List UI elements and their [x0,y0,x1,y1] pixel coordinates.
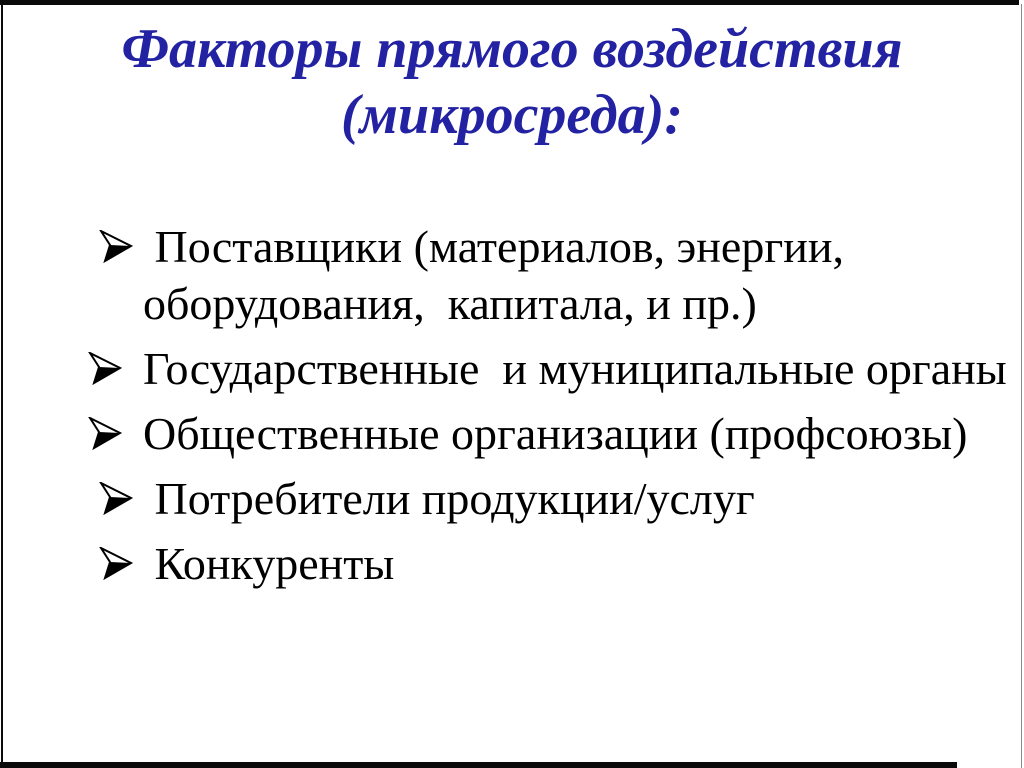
list-item-text: Потребители продукции/услуг [143,473,755,524]
arrowhead-bullet-icon [88,405,143,450]
arrowhead-bullet-icon [88,218,143,263]
arrowhead-bullet-icon [88,535,143,580]
slide-border-right [1021,4,1022,768]
slide-border-bottom [0,762,957,768]
list-item [88,405,1010,462]
arrowhead-bullet-icon [88,470,143,515]
list-item [88,470,1010,527]
arrowhead-bullet-icon [88,340,143,385]
list-item [88,535,1010,592]
list-item [88,340,1010,397]
list-item-text: Государственные и муниципальные органы [143,343,1007,394]
list-item-text: Конкуренты [143,538,395,589]
slide-border-left [1,0,3,768]
bullet-list [88,218,1010,592]
slide-border-top [0,0,1019,5]
list-item [88,218,1010,332]
slide-body [88,218,1010,592]
list-item-text: Общественные организации (профсоюзы) [143,408,968,459]
slide-title: Факторы прямого воздействия (микросреда): [121,18,903,146]
list-item-text: Поставщики (материалов, энергии, оборудования, капитала, и пр.) [143,221,856,329]
